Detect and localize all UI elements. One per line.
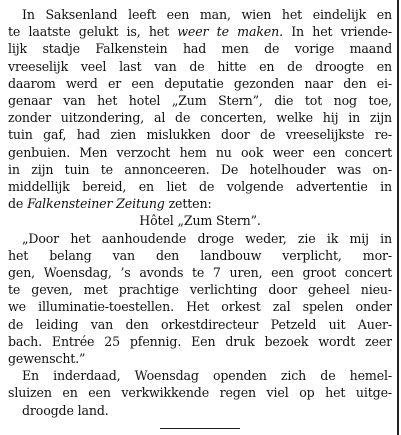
text-line: droogde land. (22, 402, 109, 418)
text-line: het belang van den landbouw verplicht, mor- (8, 247, 392, 263)
text-line: gewenscht.” (8, 351, 86, 367)
text-line: daarom werd er een deputatie gezonden naar den ei- (8, 75, 392, 91)
text-line: In Saksenland leeft een man, wien het eindelijk en (22, 7, 392, 22)
text-line: middellijk bereid, en liet de volgende advertentie in (8, 179, 392, 195)
column-rule (397, 0, 399, 435)
text-line (8, 23, 392, 40)
article-body (8, 6, 392, 419)
italic-phrase: weer te maken (177, 24, 280, 40)
text-line: de leiding van den orkestdirecteur Petzeld uit Auer- (8, 316, 392, 332)
text-line: lijk stadje Falkenstein had men de vorige maand (8, 41, 392, 57)
section-separator (160, 428, 240, 429)
text-line: sluizen en een verkwikkende regen viel op het uitge- (8, 385, 392, 401)
text-line: En inderdaad, Woensdag openden zich de hemel- (22, 368, 392, 384)
paragraph-conclusion (8, 367, 392, 419)
text-line: gen, Woensdag, ’s avonds te 7 uren, een groot concert (8, 265, 392, 281)
text-segment: zetten: (164, 196, 212, 212)
text-line: genbuien. Men verzocht hem nu ook weer een concert (8, 144, 392, 160)
text-line: vreeselijk veel last van de hitte en de droogte en (8, 58, 392, 74)
text-line: tuin gaf, had zien mislukken door de vreeselijkste re- (8, 127, 392, 143)
text-line: we illuminatie-toestellen. Het orkest zal spelen onder (8, 299, 392, 315)
paragraph-advertisement (8, 230, 392, 368)
text-line (8, 195, 392, 212)
text-segment: te laatste gelukt is, het (8, 24, 178, 40)
paragraph-intro (8, 6, 392, 212)
text-segment: de (8, 196, 28, 212)
newspaper-title: Falkensteiner Zeitung (27, 196, 165, 212)
text-line: zonder uitzondering, al de concerten, welke hij in zijn (8, 110, 392, 126)
text-line: genaar van het hotel „Zum Stern”, die tot nog toe, (8, 93, 392, 109)
ad-heading: Hôtel „Zum Stern”. (139, 213, 261, 229)
text-line: „Door het aanhoudende droge weder, zie ik mij in (22, 230, 392, 246)
text-segment: . In het vriende- (279, 24, 392, 40)
text-line: in zijn tuin te annonceeren. De hotelhouder was on- (8, 161, 392, 177)
text-line: te geven, met prachtige verlichting door geheel nieu- (8, 282, 392, 298)
text-line: bach. Entrée 25 pfennig. Een druk bezoek wordt zeer (8, 333, 392, 349)
